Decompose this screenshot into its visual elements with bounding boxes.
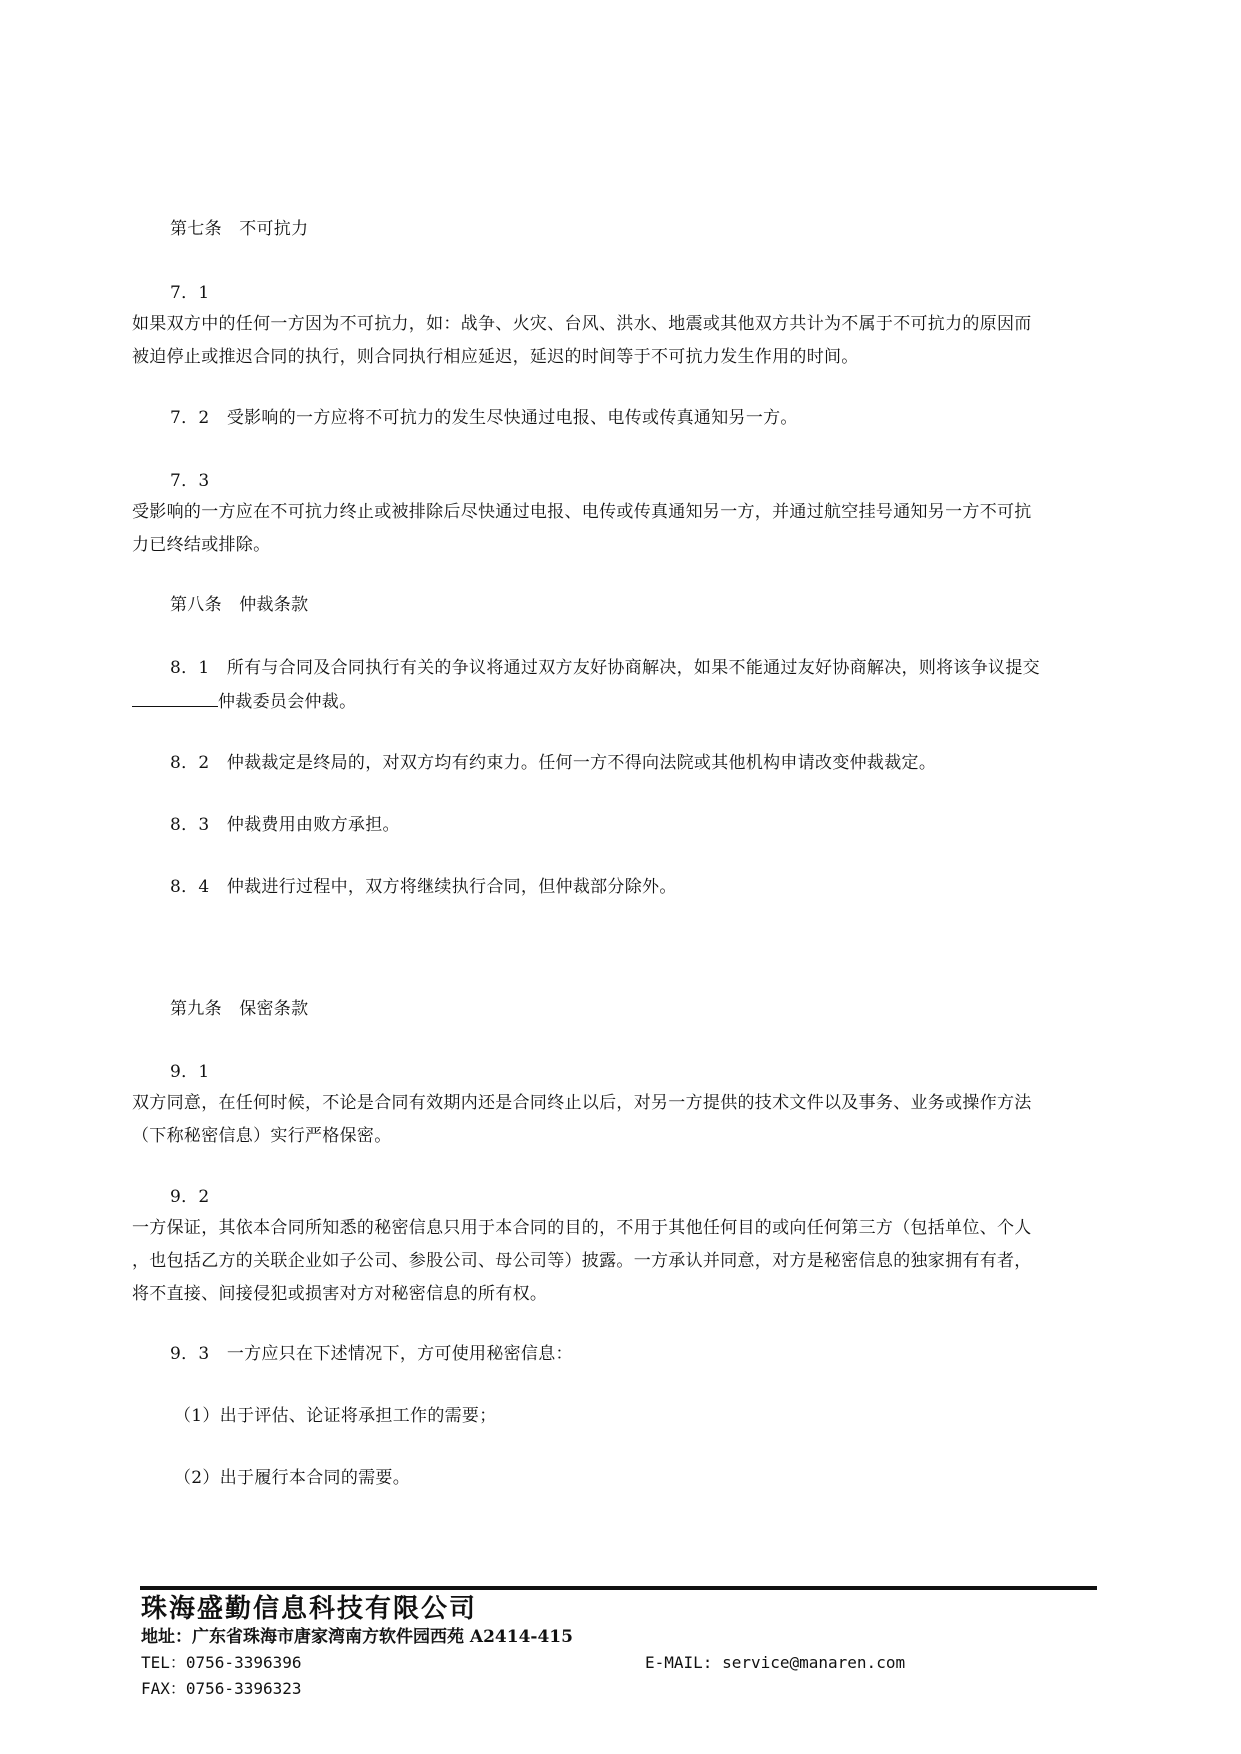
clause-8-4: 8．4 仲裁进行过程中，双方将继续执行合同，但仲裁部分除外。 [170,877,677,897]
clause-7-2: 7．2 受影响的一方应将不可抗力的发生尽快通过电报、电传或传真通知另一方。 [170,408,798,428]
clause-8-2: 8．2 仲裁裁定是终局的，对双方均有约束力。任何一方不得向法院或其他机构申请改变仲裁裁定。 [170,753,937,773]
clause-9-3-item-1: （1）出于评估、论证将承担工作的需要； [174,1406,497,1426]
clause-7-1-line-2: 被迫停止或推迟合同的执行，则合同执行相应延迟，延迟的时间等于不可抗力发生作用的时间。 [132,347,859,367]
clause-9-2-line-1: 一方保证，其依本合同所知悉的秘密信息只用于本合同的目的，不用于其他任何目的或向任何第三方（包括单位、个人 [132,1218,1032,1238]
footer-fax: FAX：0756-3396323 [141,1679,302,1698]
clause-7-3-line-2: 力已终结或排除。 [132,535,271,555]
clause-9-2-line-3: 将不直接、间接侵犯或损害对方对秘密信息的所有权。 [132,1284,548,1304]
clause-8-1-line-2-text: 仲裁委员会仲裁。 [218,692,357,712]
article-7-title: 第七条 不可抗力 [170,219,309,239]
clause-8-1-line-2 [132,690,1122,713]
clause-9-1-line-2: （下称秘密信息）实行严格保密。 [132,1126,392,1146]
arbitration-blank-field [132,690,218,707]
clause-9-1-line-1: 双方同意，在任何时候，不论是合同有效期内还是合同终止以后，对另一方提供的技术文件以及事务、业务或操作方法 [132,1093,1032,1113]
clause-7-3-number: 7．3 [170,471,210,491]
footer-tel: TEL：0756-3396396 [141,1653,302,1672]
clause-7-3-line-1: 受影响的一方应在不可抗力终止或被排除后尽快通过电报、电传或传真通知另一方，并通过航空挂号通知另一方不可抗 [132,502,1032,522]
footer-email: E-MAIL: service@manaren.com [645,1653,906,1672]
clause-9-2-line-2: ，也包括乙方的关联企业如子公司、参股公司、母公司等）披露。一方承认并同意，对方是秘密信息的独家拥有有者， [132,1251,1032,1271]
clause-9-1-number: 9．1 [170,1062,210,1082]
article-9-title: 第九条 保密条款 [170,999,309,1019]
clause-9-3-item-2: （2）出于履行本合同的需要。 [174,1468,411,1488]
clause-9-2-number: 9．2 [170,1187,210,1207]
footer-divider [140,1586,1097,1590]
clause-8-3: 8．3 仲裁费用由败方承担。 [170,815,400,835]
article-8-title: 第八条 仲裁条款 [170,595,309,615]
clause-8-1-line-1: 8．1 所有与合同及合同执行有关的争议将通过双方友好协商解决，如果不能通过友好协商解决，则将该争议提交 [170,658,1040,678]
footer-company-name: 珠海盛勤信息科技有限公司 [141,1594,478,1624]
clause-7-1-line-1: 如果双方中的任何一方因为不可抗力，如：战争、火灾、台风、洪水、地震或其他双方共计为不属于不可抗力的原因而 [132,314,1032,334]
footer-address: 地址：广东省珠海市唐家湾南方软件园西苑 A2414-415 [141,1627,573,1647]
clause-9-3: 9．3 一方应只在下述情况下，方可使用秘密信息： [170,1344,573,1364]
clause-7-1-number: 7．1 [170,283,210,303]
